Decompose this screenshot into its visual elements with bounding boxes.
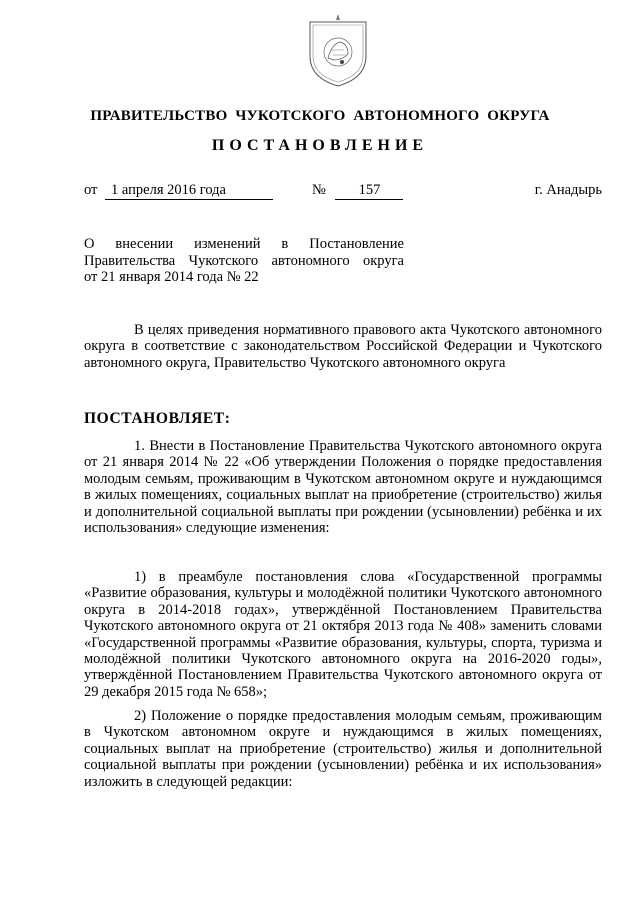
organization-title: ПРАВИТЕЛЬСТВО ЧУКОТСКОГО АВТОНОМНОГО ОКРУГА (90, 108, 550, 124)
city-label: г. Анадырь (534, 182, 602, 198)
subject-line-1: О внесении изменений в Постановление (84, 236, 404, 252)
subject-line-3: от 21 января 2014 года № 22 (84, 269, 259, 285)
item-1-paragraph: 1. Внести в Постановление Правительства Чукотского автономного округа от 21 января 2014 № 22 «Об утверждении Положения о порядке предоставления молодым семьям, проживающим в Чукотском автономном округе и нуждающимся в жилых помещениях, социальных выплат на приобретение (строительство) жилья и дополнительной социальной выплаты при рождении (усыновлении) ребёнка и их использования» следующие изменения: (84, 438, 602, 537)
decree-number: 157 (335, 182, 403, 200)
number-label: № (312, 182, 326, 198)
number-field (312, 182, 403, 200)
decree-subject (84, 236, 404, 286)
date-field (84, 182, 273, 200)
document-type-title: ПОСТАНОВЛЕНИЕ (211, 137, 429, 154)
item-1-2-paragraph: 2) Положение о порядке предоставления молодым семьям, проживающим в Чукотском автономном округе и нуждающимся в жилых помещениях, социальных выплат на приобретение (строительство) жилья и дополнительной социальной выплаты при рождении (усыновлении) ребёнка и их использования» изложить в следующей редакции: (84, 708, 602, 790)
item-1-1-paragraph: 1) в преамбуле постановления слова «Государственной программы «Развитие образования, культуры и молодёжной политики Чукотского автономного округа в 2014-2018 годах», утверждённой Постановлением Правительства Чукотского автономного округа от 21 октября 2013 года № 408» заменить словами «Государственной программы «Развитие образования, культуры, спорта, туризма и молодёжной политики Чукотского автономного округа на 2016-2020 годы», утверждённой Постановлением Правительства Чукотского автономного округа от 29 декабря 2015 года № 658»; (84, 569, 602, 700)
resolves-heading: ПОСТАНОВЛЯЕТ: (84, 410, 231, 427)
decree-date: 1 апреля 2016 года (105, 182, 273, 200)
preamble-paragraph: В целях приведения нормативного правового акта Чукотского автономного округа в соответствие с законодательством Российской Федерации и Чукотского автономного округа, Правительство Чукотского автономного округа (84, 322, 602, 371)
from-label: от (84, 182, 98, 198)
subject-line-2: Правительства Чукотского автономного округа (84, 252, 404, 269)
coat-of-arms-emblem (302, 12, 374, 90)
